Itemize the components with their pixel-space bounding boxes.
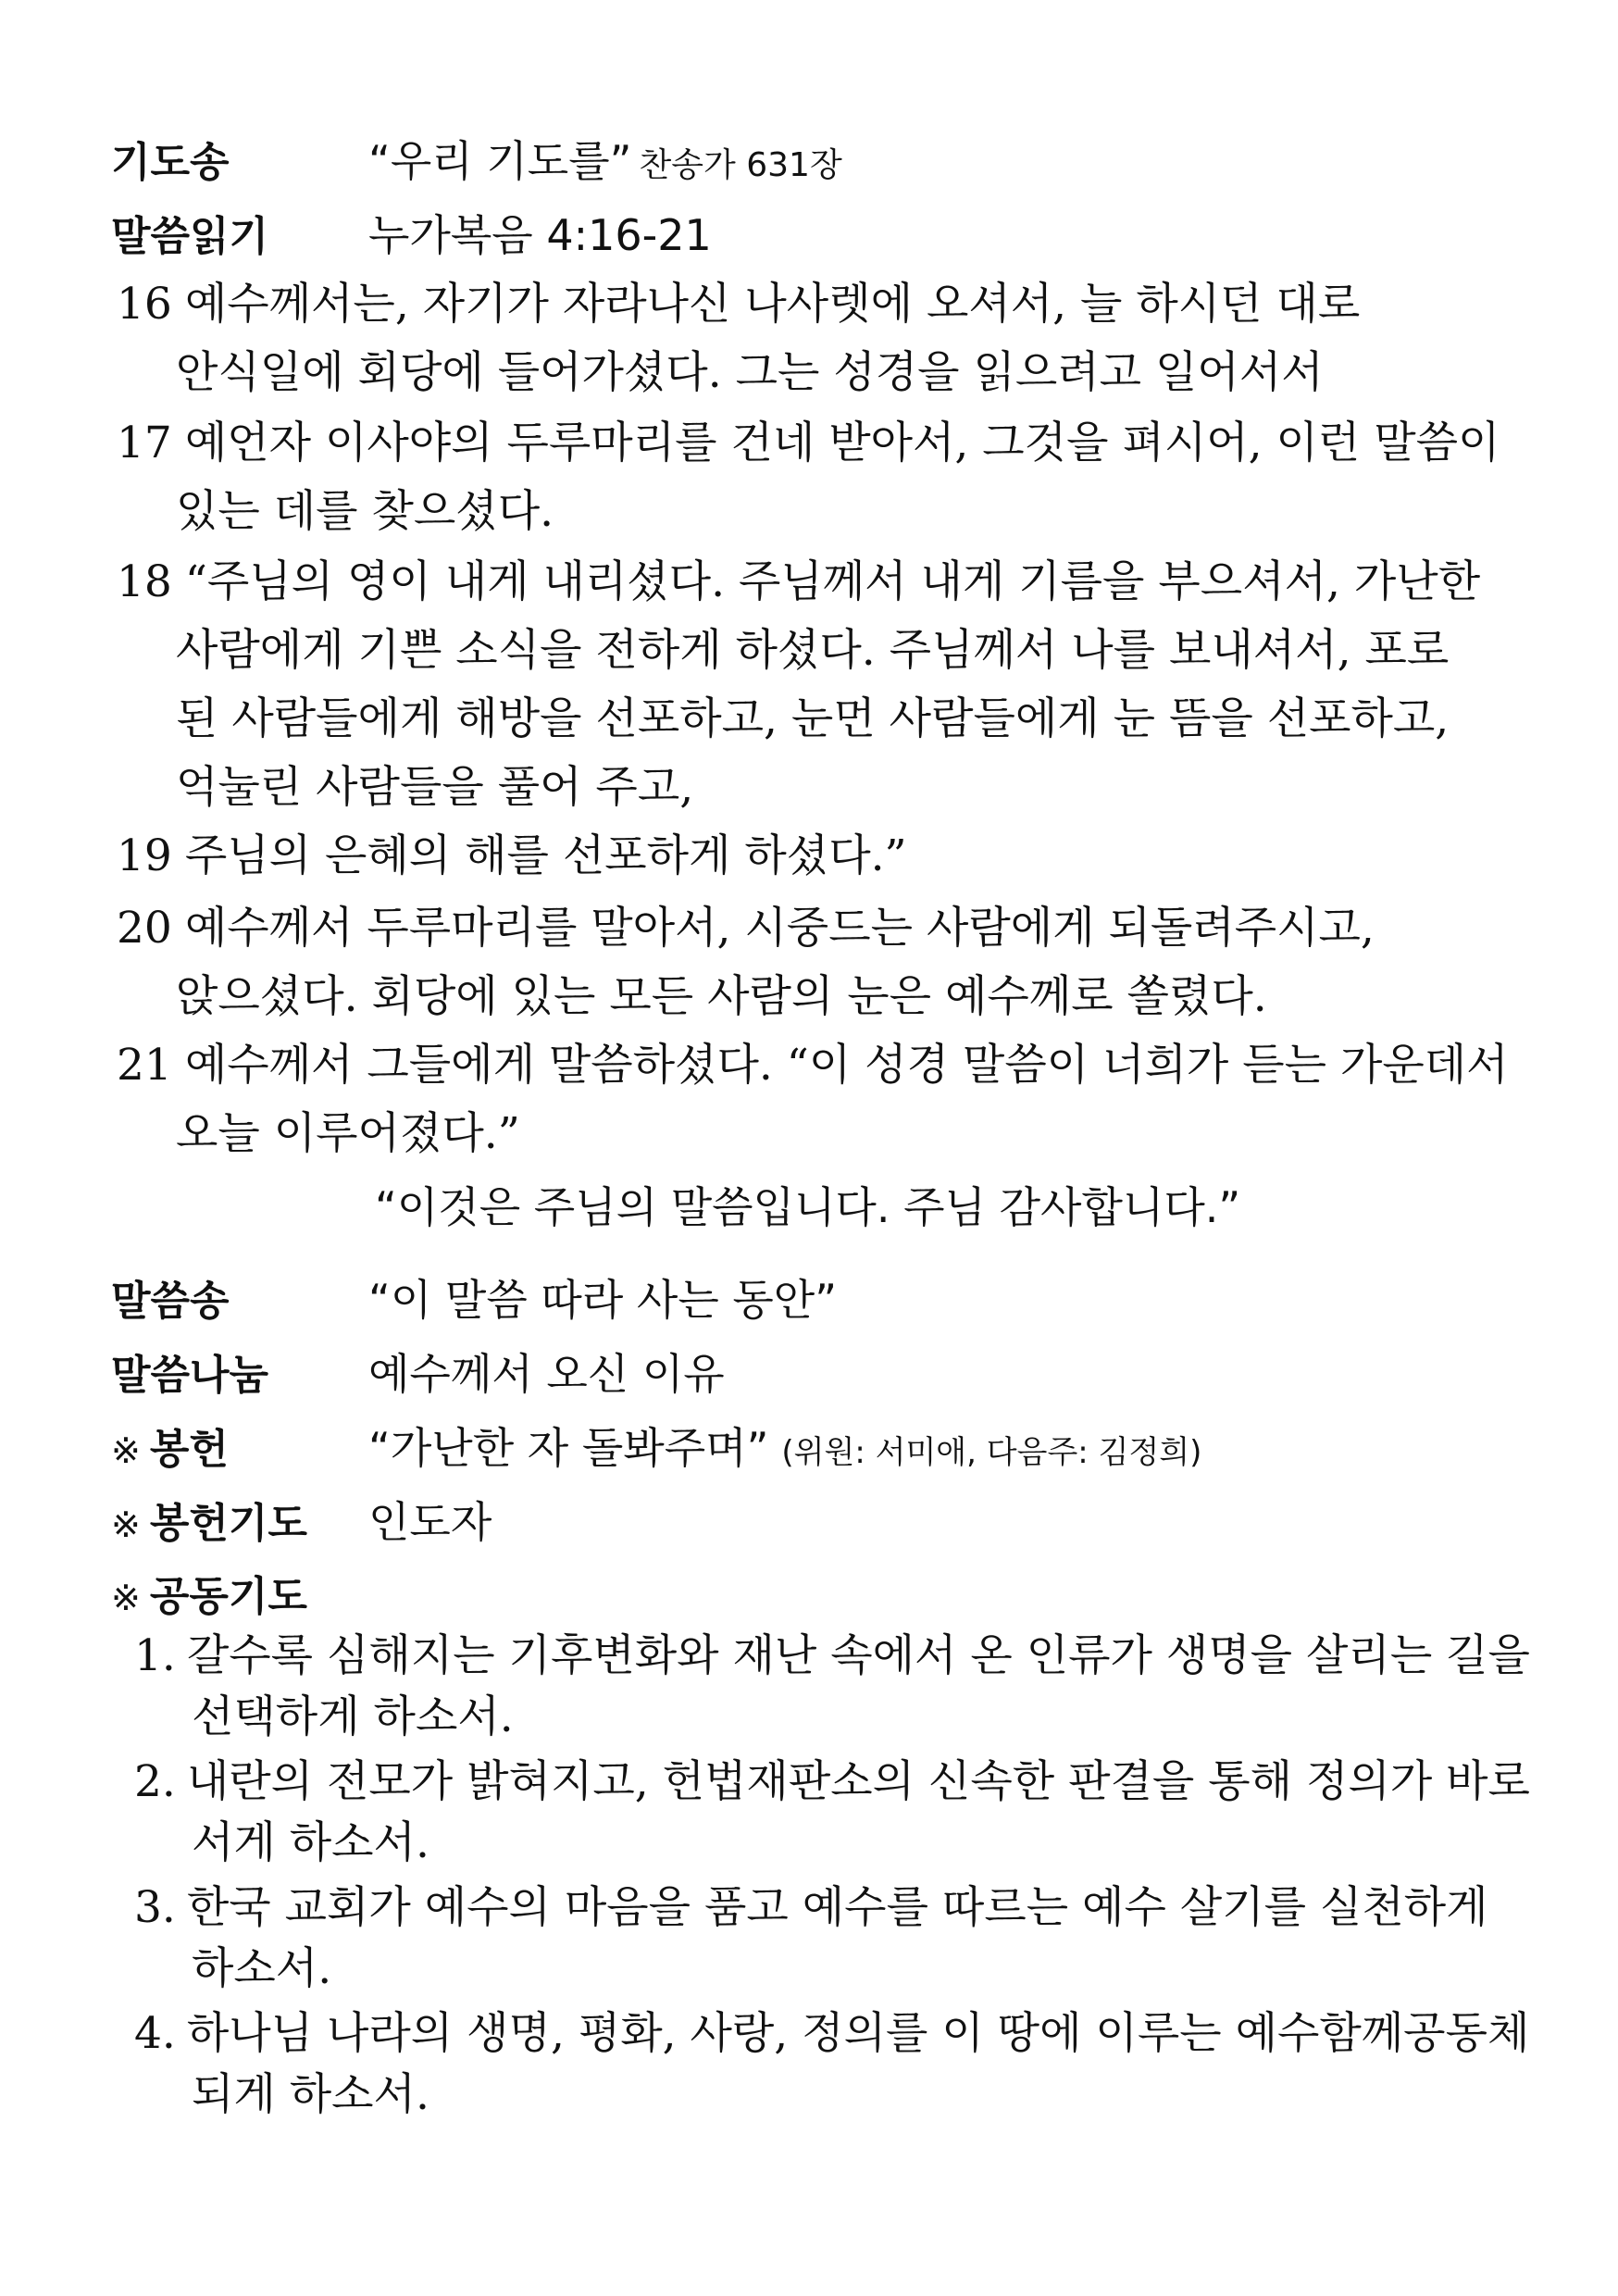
hymn-prayer-value	[368, 128, 842, 189]
verse-text: 예수께서는, 자기가 자라나신 나사렛에 오셔서, 늘 하시던 대로	[184, 279, 1361, 330]
offering-prayer-label: 봉헌기도	[149, 1500, 307, 1547]
verse-text: 예언자 이사야의 두루마리를 건네 받아서, 그것을 펴시어, 이런 말씀이	[184, 418, 1500, 468]
verse-text: 예수께서 두루마리를 말아서, 시중드는 사람에게 되돌려주시고,	[184, 903, 1375, 954]
verse-text: 사람에게 기쁜 소식을 전하게 하셨다. 주님께서 나를 보내셔서, 포로	[176, 625, 1450, 676]
verse-number: 20	[117, 903, 172, 954]
offering-prayer-row	[111, 1489, 492, 1550]
reading-label: 말씀읽기	[111, 213, 269, 260]
prayer-number: 1.	[134, 1630, 176, 1681]
verse-text: 예수께서 그들에게 말씀하셨다. “이 성경 말씀이 너희가 듣는 가운데서	[184, 1040, 1509, 1091]
reading-closing: “이것은 주님의 말씀입니다. 주님 감사합니다.”	[375, 1182, 1241, 1232]
common-prayer-label: 공동기도	[149, 1573, 307, 1620]
offering-row	[111, 1415, 1201, 1476]
prayer-text: 되게 하소서.	[192, 2069, 429, 2120]
sermon-value: 예수께서 오신 이유	[368, 1349, 725, 1399]
prayer-text: 한국 교회가 예수의 마음을 품고 예수를 따르는 예수 살기를 실천하게	[186, 1882, 1488, 1933]
reference-mark-icon: ※	[111, 1430, 141, 1471]
verse-text: 안식일에 회당에 들어가셨다. 그는 성경을 읽으려고 일어서서	[176, 347, 1324, 398]
prayer-text: 서게 하소서.	[192, 1817, 429, 1868]
reference-mark-icon: ※	[111, 1578, 141, 1618]
common-prayer-row	[111, 1563, 368, 1622]
sermon-label: 말씀나눔	[111, 1352, 269, 1399]
verse-text: 억눌린 사람들을 풀어 주고,	[176, 762, 694, 813]
offering-prayer-label-wrap	[111, 1490, 368, 1549]
sermon-row	[111, 1341, 725, 1402]
offering-label: 봉헌	[149, 1426, 229, 1473]
prayer-text: 갈수록 심해지는 기후변화와 재난 속에서 온 인류가 생명을 살리는 길을	[186, 1630, 1530, 1681]
reference-mark-icon: ※	[111, 1504, 141, 1545]
prayer-text: 하나님 나라의 생명, 평화, 사랑, 정의를 이 땅에 이루는 예수함께공동체	[186, 2008, 1530, 2059]
prayer-item-4	[134, 2003, 1530, 2126]
verse-21	[117, 1031, 1524, 1168]
prayer-item-1	[134, 1626, 1530, 1748]
prayer-number: 4.	[134, 2008, 176, 2059]
prayer-text: 선택하게 하소서.	[192, 1691, 514, 1742]
verse-number: 17	[117, 418, 172, 468]
verse-number: 18	[117, 556, 172, 607]
prayer-number: 3.	[134, 1882, 176, 1933]
reading-row	[111, 202, 712, 263]
hymn-prayer-title: “우리 기도를”	[368, 136, 632, 186]
song-value: “이 말씀 따라 사는 동안”	[368, 1275, 838, 1325]
hymn-prayer-row	[111, 128, 842, 189]
verse-number: 19	[117, 830, 172, 881]
verse-17	[117, 409, 1524, 546]
offering-value: “가난한 자 돌봐주며”	[368, 1423, 769, 1473]
song-row	[111, 1267, 837, 1328]
verse-number: 21	[117, 1040, 172, 1091]
verse-20	[117, 894, 1524, 1031]
prayer-item-2	[134, 1752, 1530, 1874]
hymn-prayer-note: 찬송가 631장	[639, 146, 842, 184]
offering-prayer-value: 인도자	[368, 1497, 492, 1547]
verse-16	[117, 270, 1524, 407]
verse-18	[117, 548, 1524, 822]
verse-number: 16	[117, 279, 172, 330]
offering-value-wrap	[368, 1415, 1201, 1476]
prayer-number: 2.	[134, 1756, 176, 1807]
verse-text: 주님의 은혜의 해를 선포하게 하셨다.”	[184, 830, 907, 881]
verse-text: “주님의 영이 내게 내리셨다. 주님께서 내게 기름을 부으셔서, 가난한	[184, 556, 1481, 607]
verse-text: 있는 데를 찾으셨다.	[176, 486, 554, 537]
reading-ref: 누가복음 4:16-21	[368, 210, 712, 260]
offering-label-wrap	[111, 1416, 368, 1475]
verse-text: 앉으셨다. 회당에 있는 모든 사람의 눈은 예수께로 쏠렸다.	[176, 971, 1267, 1022]
prayer-item-3	[134, 1878, 1523, 2000]
verse-19	[117, 822, 1524, 891]
hymn-prayer-label: 기도송	[111, 139, 230, 186]
verse-text: 된 사람들에게 해방을 선포하고, 눈먼 사람들에게 눈 뜸을 선포하고,	[176, 693, 1450, 744]
song-label: 말씀송	[111, 1278, 230, 1325]
verse-text: 오늘 이루어졌다.”	[176, 1108, 520, 1159]
prayer-text: 하소서.	[192, 1943, 332, 1994]
common-prayer-label-wrap	[111, 1563, 368, 1622]
prayer-text: 내란의 전모가 밝혀지고, 헌법재판소의 신속한 판결을 통해 정의가 바로	[186, 1756, 1530, 1807]
offering-note: (위원: 서미애, 다음주: 김정희)	[781, 1434, 1202, 1471]
